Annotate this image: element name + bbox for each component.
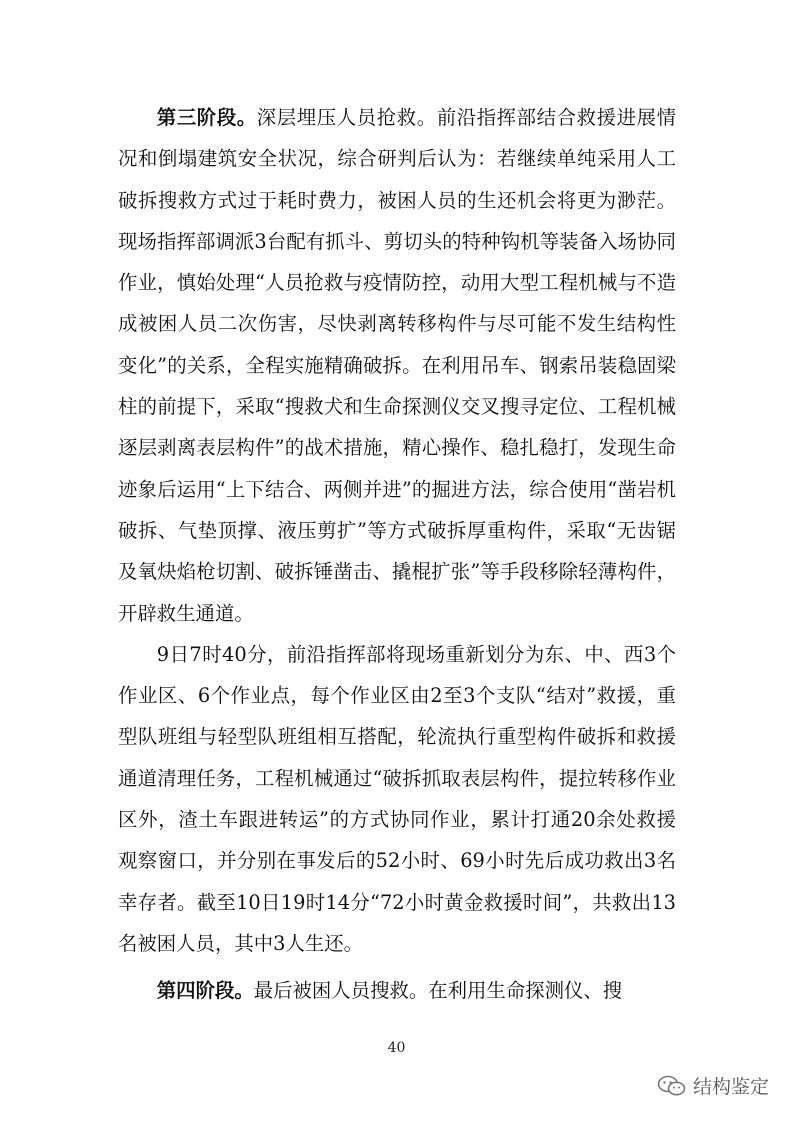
paragraph-lead: 第四阶段。 bbox=[156, 979, 254, 1003]
watermark-text: 结构鉴定 bbox=[692, 1076, 769, 1098]
paragraph-operations bbox=[118, 634, 676, 964]
paragraph-stage-three bbox=[118, 97, 676, 634]
wechat-icon bbox=[657, 1074, 687, 1098]
paragraph-text: 9日7时40分，前沿指挥部将现场重新划分为东、中、西3个作业区、6个作业点，每个作业区由2至3个支队“结对”救援，重型队班组与轻型队班组相互搭配，轮流执行重型构件破拆和救援通道清理任务，工程机械通过“破拆抓取表层构件，提拉转移作业区外，渣土车跟进转运”的方式协同作业，累计打通20余处救援观察窗口，并分别在事发后的52小时、69小时先后成功救出3名幸存者。截至10日19时14分“72小时黄金救援时间”，共救出13名被困人员，其中3人生还。 bbox=[118, 642, 676, 955]
paragraph-text: 深层埋压人员抢救。前沿指挥部结合救援进展情况和倒塌建筑安全状况，综合研判后认为：若继续单纯采用人工破拆搜救方式过于耗时费力，被困人员的生还机会将更为渺茫。现场指挥部调派3台配有抓斗、剪切头的特种钩机等装备入场协同作业，慎始处理“人员抢救与疫情防控，动用大型工程机械与不造成被困人员二次伤害，尽快剥离转移构件与尽可能不发生结构性变化”的关系，全程实施精确破拆。在利用吊车、钢索吊装稳固梁柱的前提下，采取“搜救犬和生命探测仪交叉搜寻定位、工程机械逐层剥离表层构件”的战术措施，精心操作、稳扎稳打，发现生命迹象后运用“上下结合、两侧并进”的掘进方法，综合使用“凿岩机破拆、气垫顶撑、液压剪扩”等方式破拆厚重构件，采取“无齿锯及氧炔焰枪切割、破拆锤凿击、撬棍扩张”等手段移除轻薄构件，开辟救生通道。 bbox=[118, 106, 677, 625]
page-number: 40 bbox=[387, 1040, 406, 1056]
paragraph-stage-four bbox=[118, 970, 676, 1011]
paragraph-text: 最后被困人员搜救。在利用生命探测仪、搜 bbox=[253, 979, 623, 1003]
paragraph-lead: 第三阶段。 bbox=[156, 106, 257, 129]
document-body bbox=[118, 97, 676, 1012]
watermark bbox=[657, 1072, 769, 1099]
